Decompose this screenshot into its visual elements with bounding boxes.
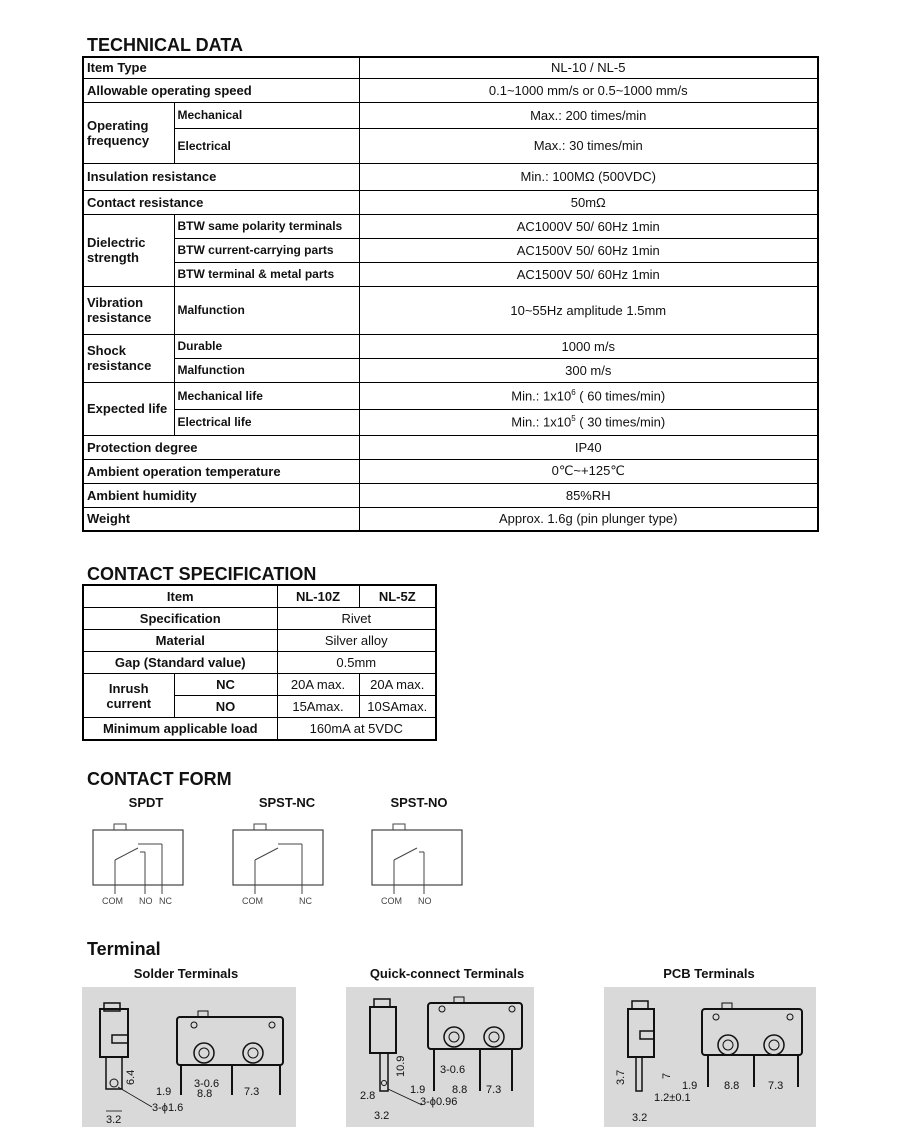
table-row (83, 585, 436, 608)
frequency-label: Operating frequency (83, 102, 174, 163)
dim-label: 1.9 (410, 1084, 426, 1096)
dielectric-label: Dielectric strength (83, 214, 174, 286)
inrush-nc-value: 20A max. (277, 674, 359, 696)
table-row (83, 238, 818, 262)
vibration-label: Vibration resistance (83, 286, 174, 334)
shock-sub: Malfunction (174, 358, 359, 382)
dim-label: 3.2 (106, 1114, 122, 1126)
quick-title: Quick-connect Terminals (369, 966, 525, 981)
table-row (83, 674, 436, 696)
dim-label: 7.3 (486, 1084, 502, 1096)
dim-label: 3-ϕ0.96 (420, 1096, 458, 1108)
dim-label: 8.8 (724, 1080, 740, 1092)
item-header: Item (83, 585, 277, 608)
terminal-title: Terminal (87, 939, 161, 959)
dim-label: 7.3 (244, 1086, 260, 1098)
weight-label: Weight (83, 507, 359, 531)
temperature-value: 0℃~+125℃ (359, 459, 818, 483)
dielectric-sub: BTW terminal & metal parts (174, 262, 359, 286)
shock-sub: Durable (174, 334, 359, 358)
material-value: Silver alloy (277, 630, 436, 652)
temperature-label: Ambient operation temperature (83, 459, 359, 483)
dim-label: 8.8 (197, 1088, 213, 1100)
electrical-life-value: Min.: $1x10^5$ ( 30 times/min) (359, 409, 818, 435)
specification-value: Rivet (277, 608, 436, 630)
table-row (83, 78, 818, 102)
dim-label: 3-0.6 (440, 1064, 466, 1076)
table-row (83, 507, 818, 531)
table-row (83, 214, 818, 238)
dielectric-sub: BTW current-carrying parts (174, 238, 359, 262)
material-label: Material (83, 630, 277, 652)
humidity-value: 85%RH (359, 483, 818, 507)
pin-label: COM (242, 896, 263, 906)
table-row (83, 459, 818, 483)
pcb-terminal-drawing (604, 987, 816, 1127)
spdt-title: SPDT (128, 795, 164, 810)
pin-label: NO (418, 896, 432, 906)
dim-label: 8.8 (452, 1084, 468, 1096)
spst-no-title: SPST-NO (390, 795, 448, 810)
insulation-label: Insulation resistance (83, 163, 359, 190)
inrush-no-label: NO (174, 696, 277, 718)
dim-label: 6.4 (125, 1069, 137, 1085)
spst-nc-title: SPST-NC (258, 795, 316, 810)
humidity-label: Ambient humidity (83, 483, 359, 507)
dim-label: 7.3 (768, 1080, 784, 1092)
table-row (83, 286, 818, 334)
contact-resistance-label: Contact resistance (83, 190, 359, 214)
table-row (83, 630, 436, 652)
contact-spec-table (82, 584, 437, 741)
table-row (83, 358, 818, 382)
dim-label: 3.2 (374, 1110, 390, 1122)
table-row (83, 128, 818, 163)
pin-label: NO (139, 896, 153, 906)
shock-value: 1000 m/s (359, 334, 818, 358)
dim-label: 1.9 (682, 1080, 698, 1092)
table-row (83, 262, 818, 286)
pin-label: COM (102, 896, 123, 906)
protection-label: Protection degree (83, 435, 359, 459)
dielectric-value: AC1500V 50/ 60Hz 1min (359, 262, 818, 286)
weight-value: Approx. 1.6g (pin plunger type) (359, 507, 818, 531)
pin-label: COM (381, 896, 402, 906)
table-row (83, 435, 818, 459)
inrush-nc-label: NC (174, 674, 277, 696)
dielectric-value: AC1500V 50/ 60Hz 1min (359, 238, 818, 262)
table-row (83, 102, 818, 128)
pcb-title: PCB Terminals (663, 966, 755, 981)
pin-label: NC (159, 896, 172, 906)
specification-label: Specification (83, 608, 277, 630)
vibration-value: 10~55Hz amplitude 1.5mm (359, 286, 818, 334)
solder-title: Solder Terminals (133, 966, 239, 981)
protection-value: IP40 (359, 435, 818, 459)
table-row (83, 718, 436, 741)
technical-data-table (82, 56, 819, 532)
table-row (83, 382, 818, 409)
life-sub: Electrical life (174, 409, 359, 435)
dielectric-value: AC1000V 50/ 60Hz 1min (359, 214, 818, 238)
gap-label: Gap (Standard value) (83, 652, 277, 674)
shock-label: Shock resistance (83, 334, 174, 382)
frequency-sub: Electrical (174, 128, 359, 163)
frequency-value: Max.: 200 times/min (359, 102, 818, 128)
contact-form-title: CONTACT FORM (87, 769, 232, 789)
dim-label: 1.2±0.1 (654, 1092, 691, 1104)
table-row (83, 409, 818, 435)
spst-nc-diagram (230, 822, 330, 910)
quick-connect-terminal-drawing (346, 987, 534, 1127)
inrush-label: Inrush current (83, 674, 174, 718)
dim-label: 10.9 (395, 1055, 407, 1077)
inrush-no-value: 15Amax. (277, 696, 359, 718)
table-row (83, 652, 436, 674)
dielectric-sub: BTW same polarity terminals (174, 214, 359, 238)
solder-terminal-drawing (82, 987, 296, 1127)
table-row (83, 190, 818, 214)
nl10z-header: NL-10Z (277, 585, 359, 608)
life-sub: Mechanical life (174, 382, 359, 409)
nl5z-header: NL-5Z (359, 585, 436, 608)
dim-label: 1.9 (156, 1086, 172, 1098)
dim-label: 7 (661, 1072, 673, 1079)
table-row (83, 483, 818, 507)
table-row (83, 608, 436, 630)
vibration-sub: Malfunction (174, 286, 359, 334)
dim-label: 2.8 (360, 1090, 376, 1102)
item-type-value: NL-10 / NL-5 (359, 57, 818, 78)
inrush-no-value: 10SAmax. (359, 696, 436, 718)
shock-value: 300 m/s (359, 358, 818, 382)
spst-no-diagram (369, 822, 469, 910)
life-label: Expected life (83, 382, 174, 435)
frequency-sub: Mechanical (174, 102, 359, 128)
spdt-diagram (90, 822, 190, 910)
dim-label: 3-0.6 (194, 1078, 220, 1090)
insulation-value: Min.: 100MΩ (500VDC) (359, 163, 818, 190)
inrush-nc-value: 20A max. (359, 674, 436, 696)
table-row (83, 57, 818, 78)
dim-label: 3.7 (615, 1069, 627, 1085)
contact-spec-title: CONTACT SPECIFICATION (87, 564, 317, 584)
contact-resistance-value: 50mΩ (359, 190, 818, 214)
table-row (83, 163, 818, 190)
pin-label: NC (299, 896, 312, 906)
speed-label: Allowable operating speed (83, 78, 359, 102)
dim-label: 3-ϕ1.6 (152, 1102, 184, 1114)
technical-data-title: TECHNICAL DATA (87, 35, 243, 55)
table-row (83, 334, 818, 358)
frequency-value: Max.: 30 times/min (359, 128, 818, 163)
mechanical-life-value: Min.: $1x10^6$ ( 60 times/min) (359, 382, 818, 409)
min-load-value: 160mA at 5VDC (277, 718, 436, 741)
item-type-label: Item Type (83, 57, 359, 78)
dim-label: 3.2 (632, 1112, 648, 1124)
gap-value: 0.5mm (277, 652, 436, 674)
min-load-label: Minimum applicable load (83, 718, 277, 741)
speed-value: 0.1~1000 mm/s or 0.5~1000 mm/s (359, 78, 818, 102)
